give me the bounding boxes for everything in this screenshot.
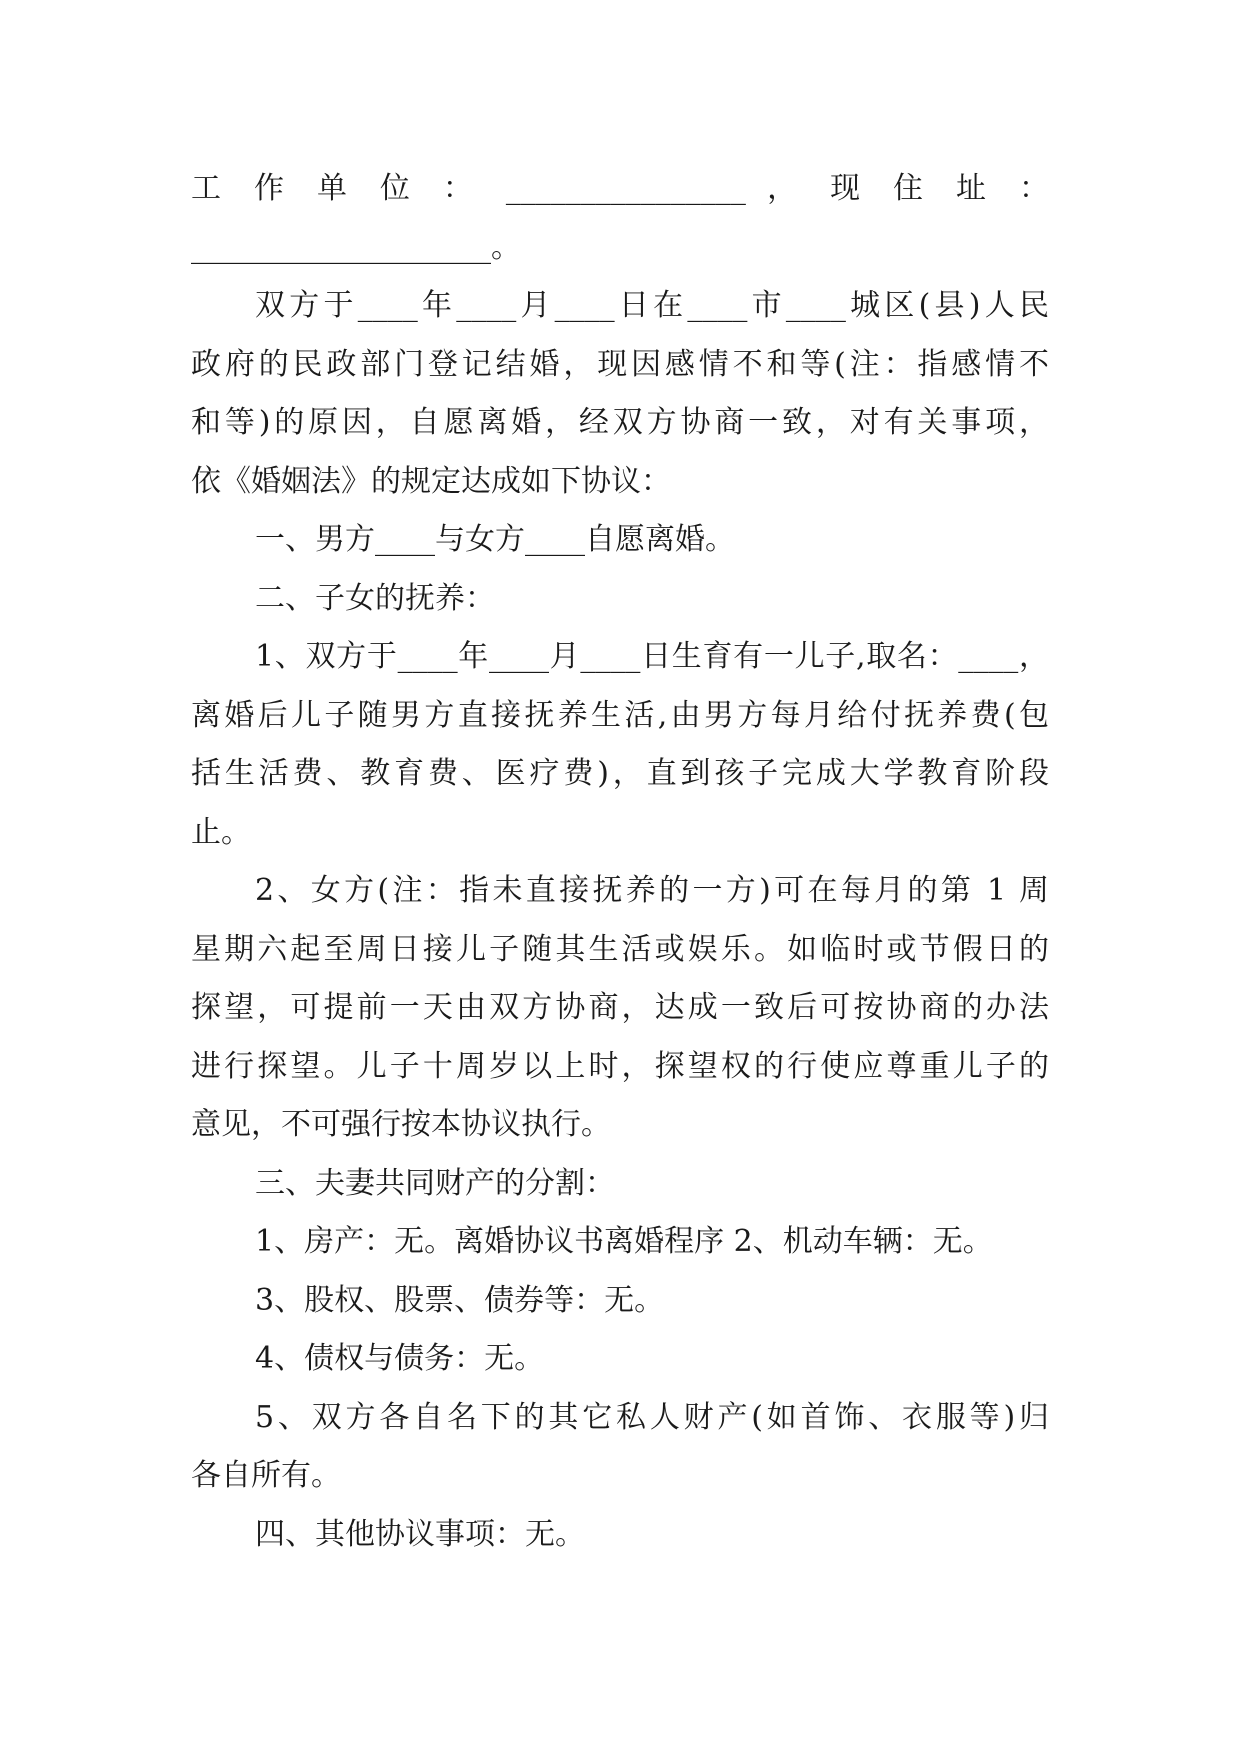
paragraph-line: 离婚后儿子随男方直接抚养生活,由男方每月给付抚养费(包 (191, 697, 1049, 733)
property-item-3: 3、股权、股票、债券等：无。 (255, 1282, 665, 1318)
paragraph-line: 进行探望。儿子十周岁以上时，探望权的行使应尊重儿子的 (191, 1048, 1049, 1084)
clause-two-heading: 二、子女的抚养： (255, 580, 495, 616)
work-unit-address-line: 工 作 单 位 ： ________________ ， 现 住 址 ： (191, 171, 1049, 206)
paragraph-line: 探望，可提前一天由双方协商，达成一致后可按协商的办法 (191, 990, 1049, 1025)
paragraph-line: 政府的民政部门登记结婚，现因感情不和等(注：指感情不 (191, 346, 1049, 382)
property-item-1-2: 1、房产：无。离婚协议书离婚程序 2、机动车辆：无。 (255, 1224, 993, 1259)
property-item-5: 5、双方各自名下的其它私人财产(如首饰、衣服等)归 (255, 1399, 1049, 1435)
paragraph-line: 意见，不可强行按本协议执行。 (191, 1107, 611, 1142)
clause-three-heading: 三、夫妻共同财产的分割： (255, 1165, 615, 1201)
child-custody-item-1: 1、双方于____年____月____日生育有一儿子,取名：____， (255, 639, 1049, 674)
clause-one: 一、男方____与女方____自愿离婚。 (255, 522, 735, 557)
paragraph-line: 止。 (191, 814, 251, 850)
visitation-item-2: 2、女方(注：指未直接抚养的一方)可在每月的第 1 周 (255, 873, 1049, 908)
marriage-registration-line: 双方于____年____月____日在____市____城区(县)人民 (255, 288, 1049, 323)
paragraph-line: 各自所有。 (191, 1458, 341, 1493)
paragraph-line: 依《婚姻法》的规定达成如下协议： (191, 463, 671, 499)
paragraph-line: 星期六起至周日接儿子随其生活或娱乐。如临时或节假日的 (191, 931, 1049, 967)
paragraph-line: 和等)的原因，自愿离婚，经双方协商一致，对有关事项， (191, 405, 1049, 440)
document-page (191, 160, 1049, 1564)
property-item-4: 4、债权与债务：无。 (255, 1341, 545, 1376)
paragraph-line: 括生活费、教育费、医疗费)，直到孩子完成大学教育阶段 (191, 756, 1049, 791)
clause-four: 四、其他协议事项：无。 (255, 1516, 585, 1552)
address-blank-line: ____________________。 (191, 229, 521, 265)
